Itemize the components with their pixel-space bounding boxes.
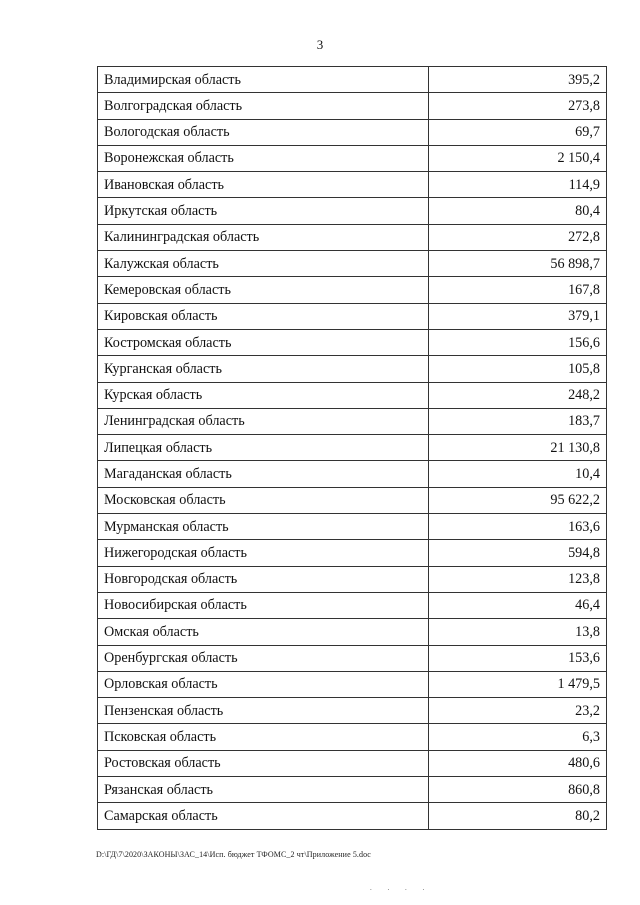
table-row [98, 67, 607, 93]
regions-table [97, 66, 607, 830]
region-value: 1 479,5 [429, 671, 607, 697]
region-value: 273,8 [429, 93, 607, 119]
region-name: Иркутская область [98, 198, 429, 224]
region-name: Владимирская область [98, 67, 429, 93]
region-name: Московская область [98, 487, 429, 513]
region-value: 123,8 [429, 566, 607, 592]
table-row [98, 619, 607, 645]
region-name: Костромская область [98, 329, 429, 355]
region-name: Воронежская область [98, 145, 429, 171]
region-name: Кировская область [98, 303, 429, 329]
region-value: 6,3 [429, 724, 607, 750]
page-number: 3 [316, 37, 324, 52]
region-name: Магаданская область [98, 461, 429, 487]
table-row [98, 356, 607, 382]
table-row [98, 224, 607, 250]
region-value: 56 898,7 [429, 251, 607, 277]
region-value: 2 150,4 [429, 145, 607, 171]
footer-file-path: D:\ГД\7\2020\ЗАКОНЫ\ЗАС_14\Исп. бюджет ТФОМС_2 чт\Приложение 5.doc [96, 850, 371, 859]
regions-table-body [98, 67, 607, 830]
table-row [98, 119, 607, 145]
region-name: Калужская область [98, 251, 429, 277]
region-name: Курская область [98, 382, 429, 408]
region-name: Омская область [98, 619, 429, 645]
region-value: 183,7 [429, 408, 607, 434]
region-name: Новосибирская область [98, 592, 429, 618]
region-name: Ленинградская область [98, 408, 429, 434]
table-row [98, 198, 607, 224]
region-value: 248,2 [429, 382, 607, 408]
region-value: 13,8 [429, 619, 607, 645]
region-name: Оренбургская область [98, 645, 429, 671]
scan-marks: . . . . [370, 884, 432, 892]
region-value: 23,2 [429, 698, 607, 724]
region-name: Курганская область [98, 356, 429, 382]
region-value: 395,2 [429, 67, 607, 93]
table-row [98, 382, 607, 408]
region-value: 46,4 [429, 592, 607, 618]
table-row [98, 303, 607, 329]
region-name: Пензенская область [98, 698, 429, 724]
table-row [98, 172, 607, 198]
table-row [98, 251, 607, 277]
region-name: Липецкая область [98, 435, 429, 461]
table-row [98, 698, 607, 724]
region-value: 80,2 [429, 803, 607, 829]
table-row [98, 487, 607, 513]
region-value: 153,6 [429, 645, 607, 671]
table-row [98, 408, 607, 434]
table-row [98, 145, 607, 171]
region-name: Самарская область [98, 803, 429, 829]
region-value: 163,6 [429, 514, 607, 540]
table-row [98, 566, 607, 592]
table-row [98, 435, 607, 461]
table-row [98, 277, 607, 303]
region-name: Псковская область [98, 724, 429, 750]
region-value: 21 130,8 [429, 435, 607, 461]
region-name: Ростовская область [98, 750, 429, 776]
region-value: 69,7 [429, 119, 607, 145]
region-name: Волгоградская область [98, 93, 429, 119]
region-name: Кемеровская область [98, 277, 429, 303]
region-value: 114,9 [429, 172, 607, 198]
region-value: 480,6 [429, 750, 607, 776]
table-row [98, 750, 607, 776]
region-value: 105,8 [429, 356, 607, 382]
region-name: Мурманская область [98, 514, 429, 540]
region-value: 272,8 [429, 224, 607, 250]
table-row [98, 777, 607, 803]
region-name: Нижегородская область [98, 540, 429, 566]
table-row [98, 803, 607, 829]
table-row [98, 592, 607, 618]
region-value: 156,6 [429, 329, 607, 355]
region-name: Рязанская область [98, 777, 429, 803]
region-name: Вологодская область [98, 119, 429, 145]
table-row [98, 724, 607, 750]
table-row [98, 514, 607, 540]
table-row [98, 93, 607, 119]
region-value: 379,1 [429, 303, 607, 329]
region-value: 167,8 [429, 277, 607, 303]
region-name: Новгородская область [98, 566, 429, 592]
region-name: Ивановская область [98, 172, 429, 198]
region-value: 95 622,2 [429, 487, 607, 513]
table-row [98, 461, 607, 487]
table-row [98, 645, 607, 671]
region-name: Калининградская область [98, 224, 429, 250]
region-value: 10,4 [429, 461, 607, 487]
region-value: 594,8 [429, 540, 607, 566]
table-row [98, 671, 607, 697]
region-value: 860,8 [429, 777, 607, 803]
table-row [98, 329, 607, 355]
table-row [98, 540, 607, 566]
region-value: 80,4 [429, 198, 607, 224]
region-name: Орловская область [98, 671, 429, 697]
